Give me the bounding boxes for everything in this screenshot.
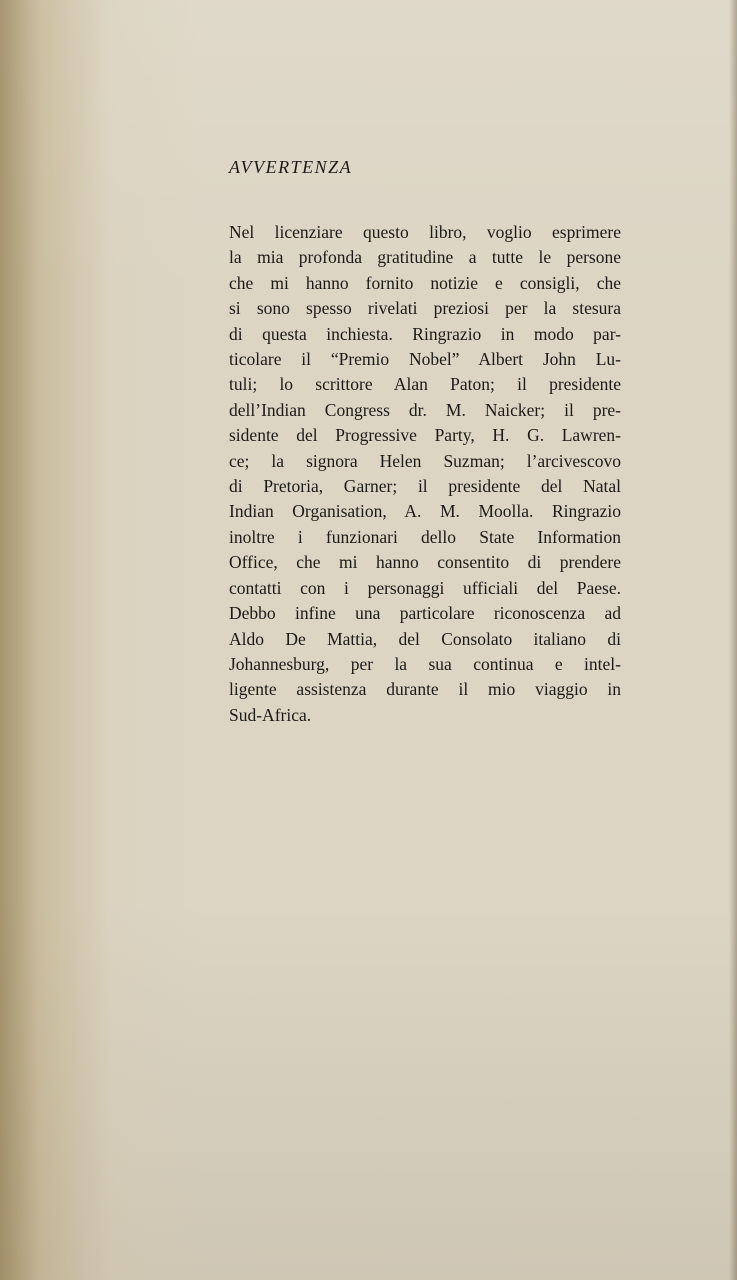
text-line: dell’Indian Congress dr. M. Naicker; il pre- [229,399,621,420]
text-line: Indian Organisation, A. M. Moolla. Ringrazio [229,501,621,522]
text-line: inoltre i funzionari dello State Information [229,526,621,547]
text-line: di Pretoria, Garner; il presidente del Natal [229,476,621,497]
text-line: ligente assistenza durante il mio viaggio in [229,679,621,700]
text-line: si sono spesso rivelati preziosi per la stesura [229,298,621,319]
text-line: di questa inchiesta. Ringrazio in modo par- [229,323,621,344]
text-line: Aldo De Mattia, del Consolato italiano di [229,628,621,649]
text-line: ce; la signora Helen Suzman; l’arcivescovo [229,450,621,471]
text-line: Office, che mi hanno consentito di prendere [229,552,621,573]
text-line: Johannesburg, per la sua continua e intel- [229,653,621,674]
text-line: tuli; lo scrittore Alan Paton; il presidente [229,374,621,395]
page-content [229,157,621,728]
text-line: che mi hanno fornito notizie e consigli, che [229,272,621,293]
page-heading: AVVERTENZA [229,157,353,177]
page-edge [729,0,737,1280]
text-line: la mia profonda gratitudine a tutte le persone [229,247,621,268]
text-line: sidente del Progressive Party, H. G. Lawren- [229,425,621,446]
text-line: Nel licenziare questo libro, voglio esprimere [229,222,621,242]
text-line: contatti con i personaggi ufficiali del Paese. [229,577,621,598]
text-line: Sud-Africa. [229,704,312,725]
text-line: Debbo infine una particolare riconoscenza ad [229,603,621,624]
text-line: ticolare il “Premio Nobel” Albert John Lu- [229,349,621,370]
acknowledgement-paragraph [229,220,621,728]
